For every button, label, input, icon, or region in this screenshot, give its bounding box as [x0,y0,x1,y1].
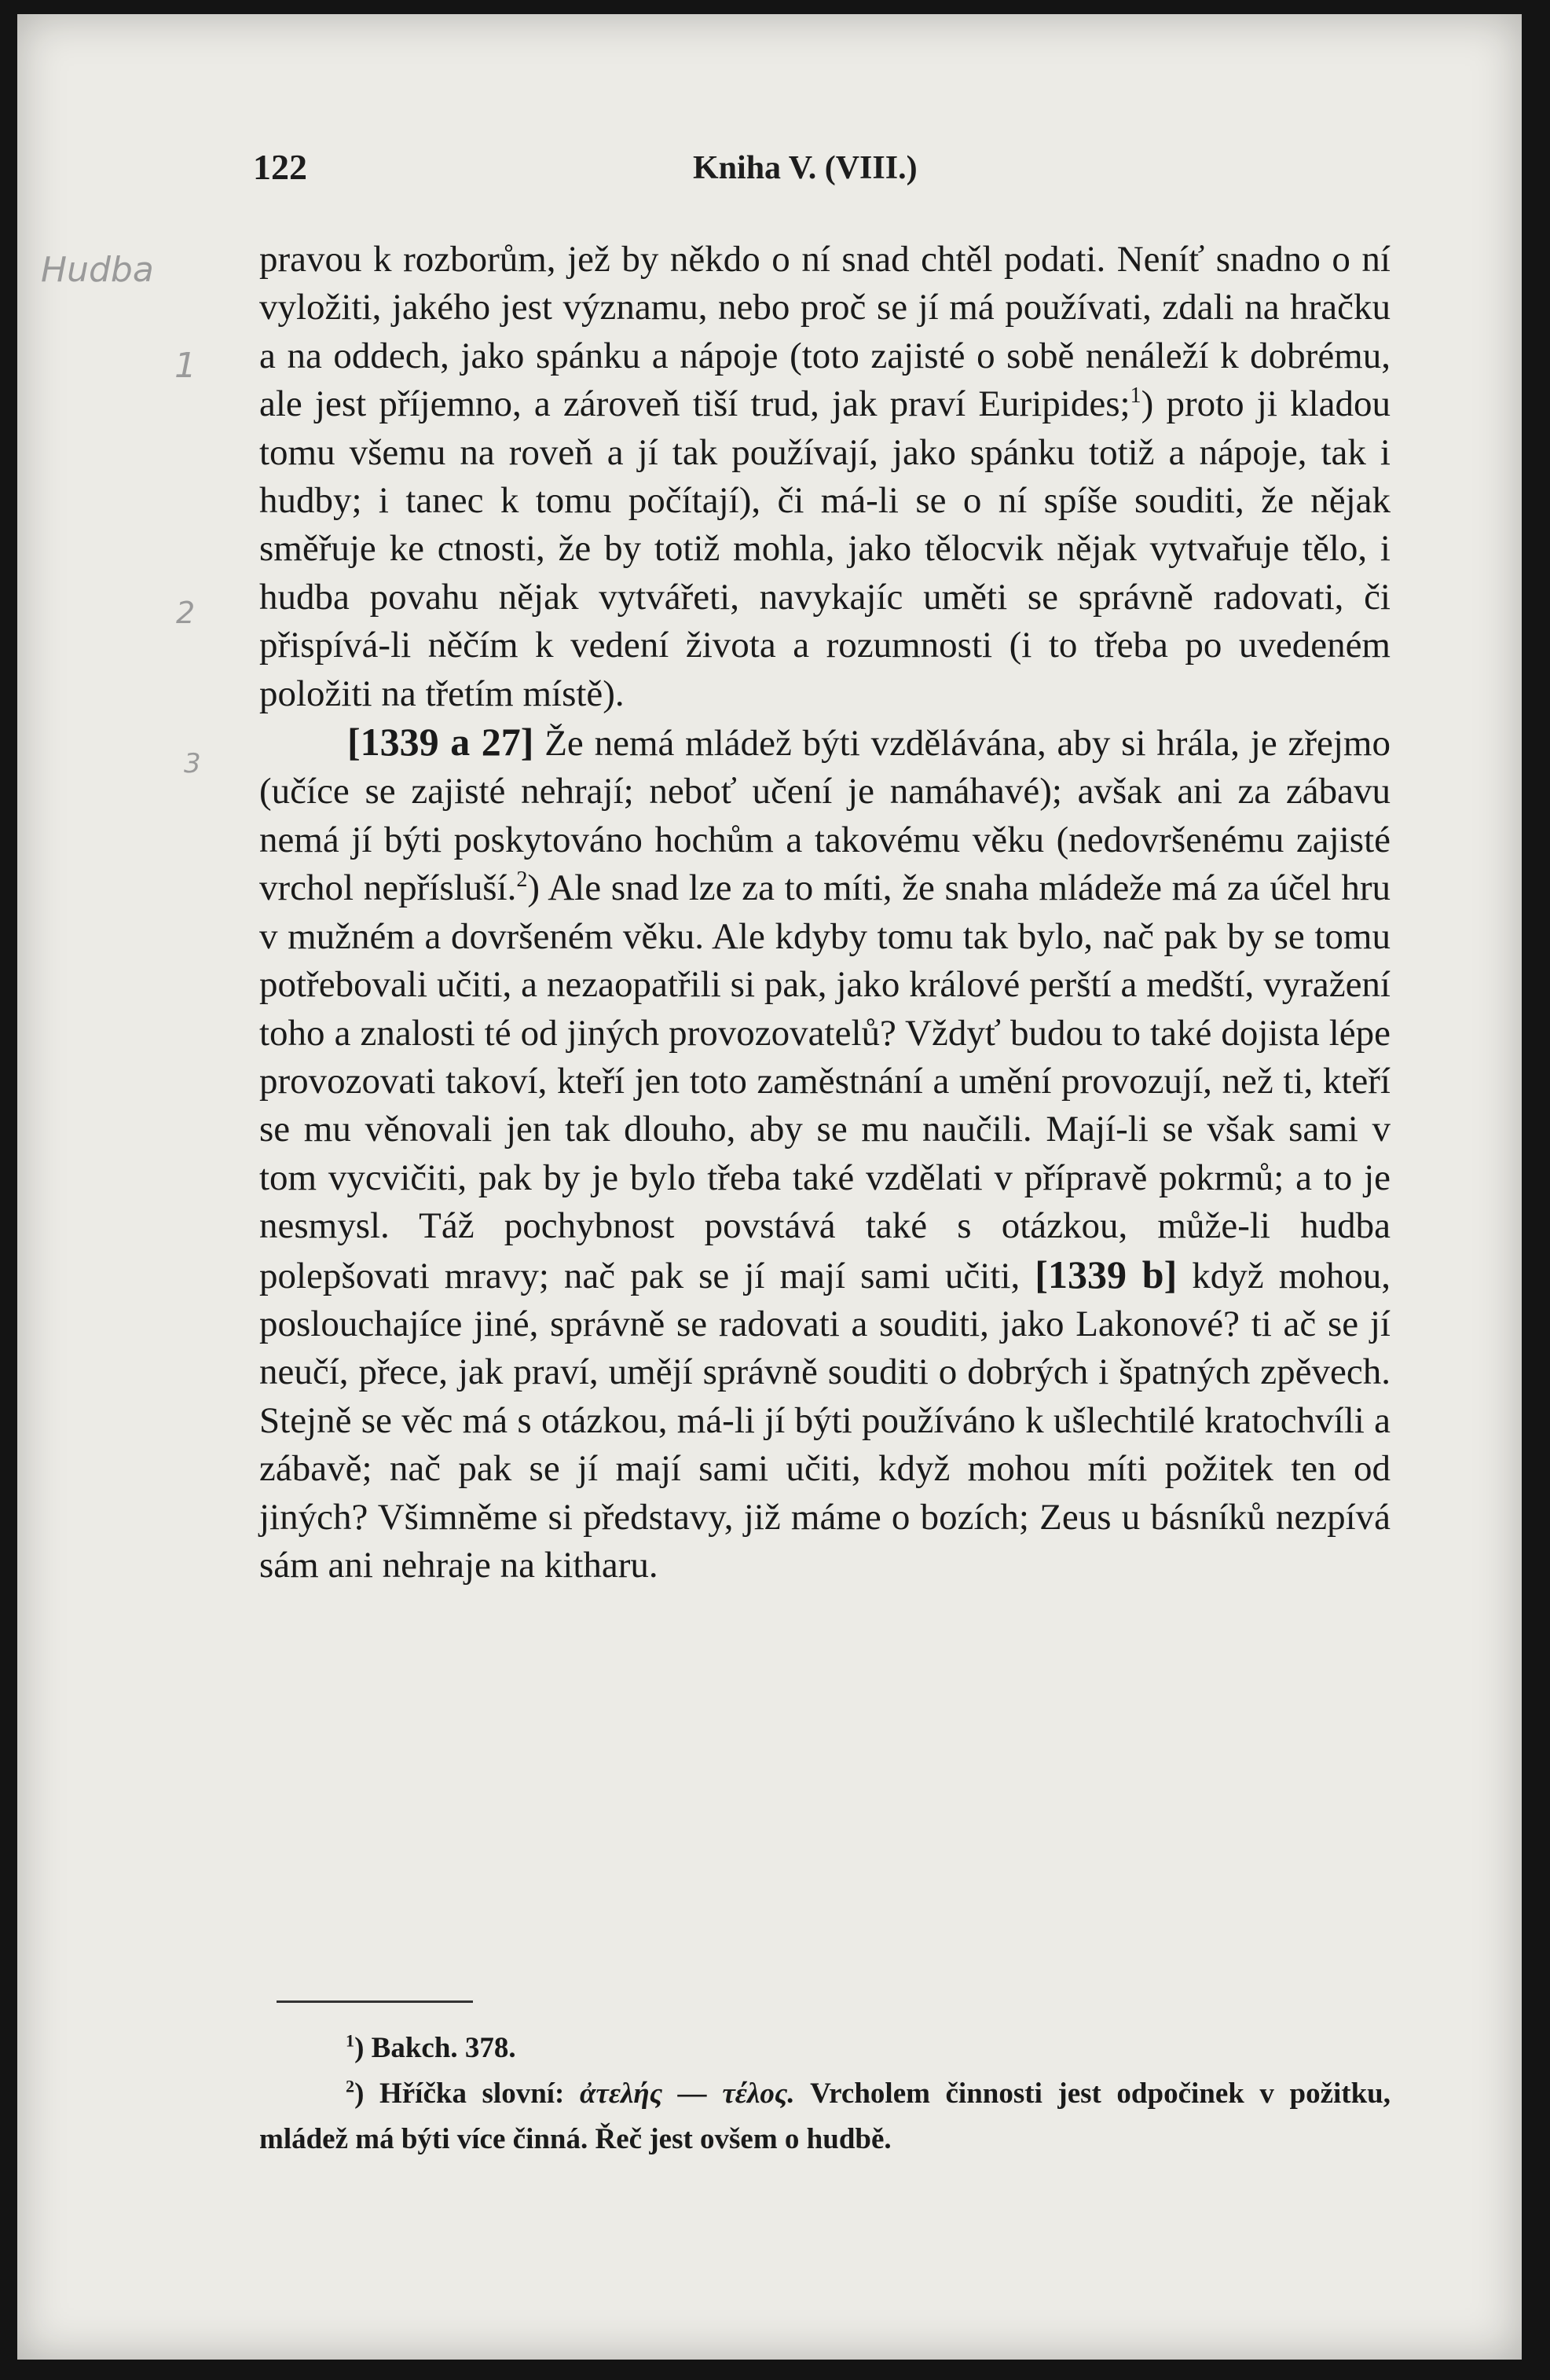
margin-note-number-3: 3 [184,748,201,779]
book-page [17,14,1522,2360]
paragraph-1-part-1: pravou k rozborům, jež by někdo o ní snad chtěl podati. Neníť snadno o ní vyložiti, jakého jest významu, nebo proč se jí má používati, zdali na hračku a na oddech, jako spánku a nápoje (toto zajisté o sobě nenáleží k dobrému, ale jest příjemno, a zároveň tiší trud, jak praví Euripides; [259,239,1391,425]
footnote-1 [259,2026,1391,2071]
paragraph-2-part-1: Že nemá mládež býti vzdělávána, aby si hrála, je zřejmo (učíce se zajisté nehrají; neboť učení je namáhavé); avšak ani za zábavu nemá jí býti poskytováno hochům a takovému věku (nedovršenému zajisté vrchol nepřísluší. [259,723,1391,909]
footnote-2-text-1: ) Hříčka slovní: [354,2077,580,2110]
main-text [259,236,1391,1590]
paragraph-2 [259,718,1391,1590]
page-header [253,146,1400,193]
paragraph-2-part-3: když mohou, poslouchajíce jiné, správně se radovati a souditi, jako Lakonové? ti ač se jí neučí, přece, jak praví, umějí správně souditi o dobrých i špatných zpěvech. Stejně se věc má s otázkou, má-li jí býti používáno k ušlechtilé kratochvíli a zábavě; nač pak se jí mají sami učiti, když mohou míti požitek ten od jiných? Všimněme si představy, již máme o bozích; Zeus u básníků nezpívá sám ani nehraje na kitharu. [259,1255,1391,1586]
footnote-ref-2: 2 [516,867,528,893]
footnotes [259,2026,1391,2162]
footnote-1-mark: 1 [346,2030,355,2051]
paragraph-1-part-2: ) proto ji kladou tomu všemu na roveň a jí tak používají, jako spánku totiž a nápoje, tak i hudby; i tanec k tomu počítají), či má-li se o ní spíše souditi, že nějak směřuje ke ctnosti, že by totiž mohla, jako tělocvik nějak vytvařuje tělo, i hudba povahu nějak vytvářeti, navykajíc uměti se správně radovati, či přispívá-li něčím k vedení života a rozumnosti (i to třeba po uvedeném položiti na třetím místě). [259,383,1391,714]
bekker-reference-1339b: [1339 b] [1035,1252,1178,1296]
footnote-2-text-2: Vrcholem činnosti jest odpočinek v požitku, mládež má býti více činná. Řeč jest ovšem o hudbě. [259,2077,1391,2155]
margin-note-number-2: 2 [176,596,196,630]
margin-note-hudba: Hudba [41,250,154,290]
running-title: Kniha V. (VIII.) [693,150,918,186]
paragraph-1 [259,236,1391,718]
footnote-1-text: ) Bakch. 378. [354,2032,516,2064]
footnote-2-greek: ἀτελής — τέλος. [579,2077,795,2110]
footnote-2 [259,2071,1391,2162]
page-number: 122 [253,147,307,187]
footnote-ref-1: 1 [1130,383,1141,409]
margin-note-number-1: 1 [174,346,196,386]
paragraph-2-part-2: ) Ale snad lze za to míti, že snaha mládeže má za účel hru v mužném a dovršeném věku. Ale kdyby tomu tak bylo, nač pak by se tomu potřebovali učiti, a nezaopatřili si pak, jako králové perští a medští, vyražení toho a znalosti té od jiných provozovatelů? Vždyť budou to také dojista lépe provozovati takoví, kteří jen toto zaměstnání a umění provozují, než ti, kteří se mu věnovali jen tak dlouho, aby se mu naučili. Mají-li se však sami v tom vycvičiti, pak by je bylo třeba také vzdělati v přípravě pokrmů; a to je nesmysl. Táž pochybnost povstává také s otázkou, může-li hudba polepšovati mravy; nač pak se jí mají sami učiti, [259,867,1391,1296]
bekker-reference-1339a27: [1339 a 27] [347,720,534,765]
footnote-2-mark: 2 [346,2076,355,2096]
footnote-divider [277,2000,473,2003]
